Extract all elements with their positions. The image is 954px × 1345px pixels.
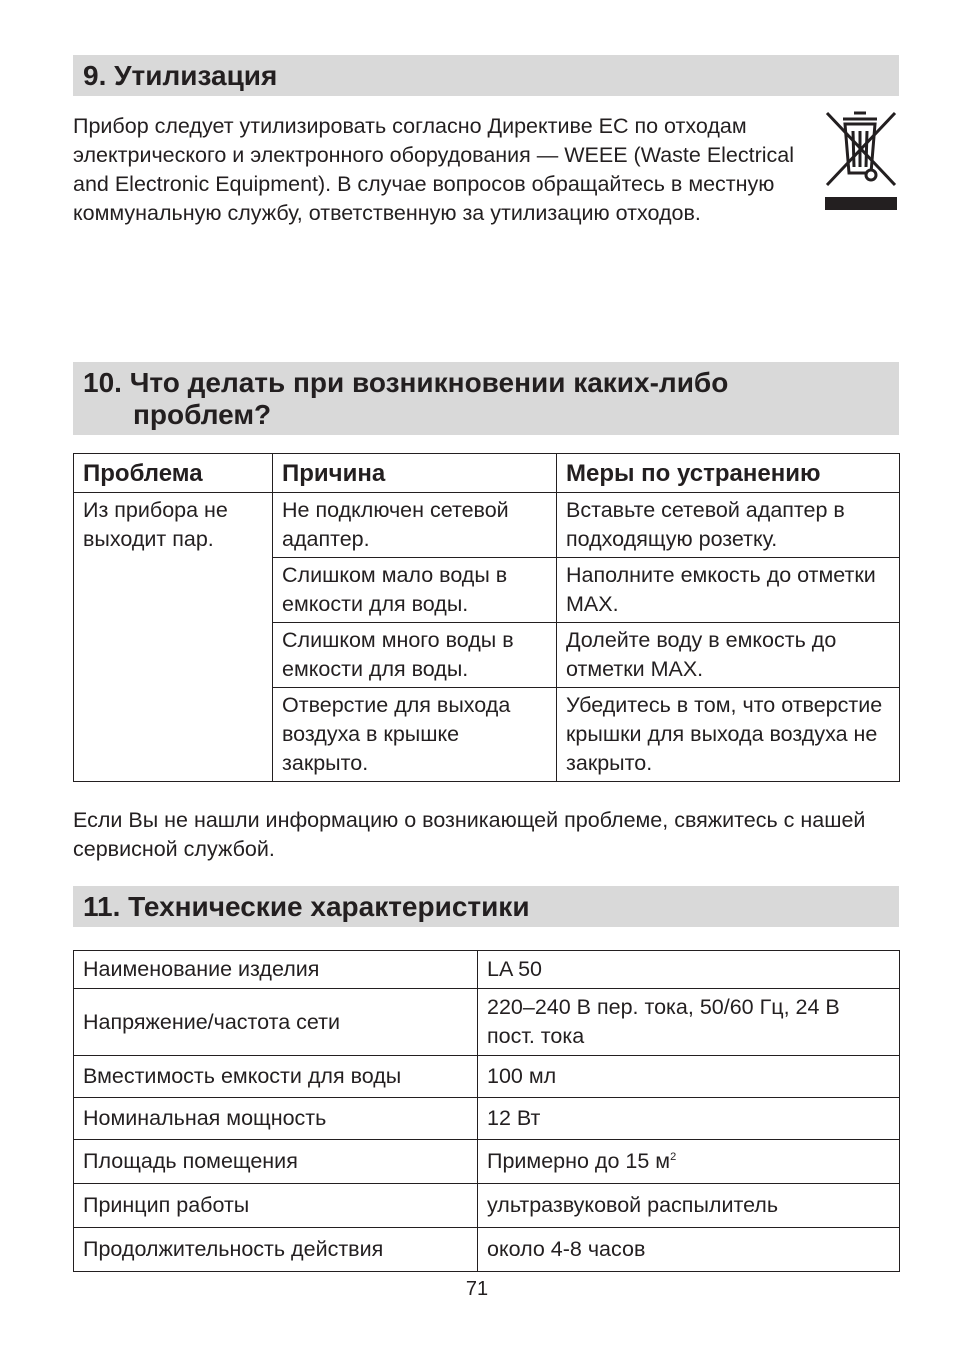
problem-cell: Из прибора не выходит пар.: [74, 493, 273, 782]
spec-label: Продолжительность действия: [74, 1228, 478, 1272]
spec-value: LA 50: [478, 951, 900, 989]
spec-value-text: Примерно до 15 м: [487, 1149, 671, 1173]
section-11-heading: 11. Технические характеристики: [73, 886, 899, 927]
spec-row: [74, 989, 900, 1056]
spec-value: 220–240 В пер. тока, 50/60 Гц, 24 В пост. тока: [478, 989, 900, 1056]
crossed-out-wheelie-bin-icon: [823, 109, 899, 213]
spec-value: около 4-8 часов: [478, 1228, 900, 1272]
spec-label: Номинальная мощность: [74, 1098, 478, 1140]
table-header-row: [74, 454, 900, 493]
superscript-2: 2: [670, 1150, 677, 1163]
spec-row: [74, 1184, 900, 1228]
spec-label: Принцип работы: [74, 1184, 478, 1228]
cause-cell: Слишком мало воды в емкости для воды.: [273, 558, 557, 623]
section-10-heading: [73, 362, 899, 435]
spec-row: [74, 1140, 900, 1184]
section-9-body: [73, 112, 899, 260]
manual-page: [73, 55, 899, 1272]
fix-cell: Вставьте сетевой адаптер в подходящую розетку.: [557, 493, 900, 558]
fix-cell: Убедитесь в том, что отверстие крышки для выхода воздуха не закрыто.: [557, 688, 900, 782]
header-cause: Причина: [273, 454, 557, 493]
table-row: [74, 493, 900, 558]
spec-label: Наименование изделия: [74, 951, 478, 989]
section-10-heading-line1: 10. Что делать при возникновении каких-либо: [83, 367, 729, 398]
fix-cell: Долейте воду в емкость до отметки MAX.: [557, 623, 900, 688]
spec-value: 100 мл: [478, 1056, 900, 1098]
cause-cell: Слишком много воды в емкости для воды.: [273, 623, 557, 688]
spec-label: Площадь помещения: [74, 1140, 478, 1184]
troubleshooting-table: [73, 453, 900, 782]
service-note: Если Вы не нашли информацию о возникающей проблеме, свяжитесь с нашей сервисной службой.: [73, 808, 866, 861]
spec-row: [74, 951, 900, 989]
fix-cell: Наполните емкость до отметки MAX.: [557, 558, 900, 623]
section-9-heading: 9. Утилизация: [73, 55, 899, 96]
spec-value: 12 Вт: [478, 1098, 900, 1140]
header-problem: Проблема: [74, 454, 273, 493]
spec-label: Вместимость емкости для воды: [74, 1056, 478, 1098]
spec-row: [74, 1056, 900, 1098]
spec-row: [74, 1228, 900, 1272]
cause-cell: Отверстие для выхода воздуха в крышке закрыто.: [273, 688, 557, 782]
spec-value: ультразвуковой распылитель: [478, 1184, 900, 1228]
header-fix: Меры по устранению: [557, 454, 900, 493]
section-10-heading-line2: проблем?: [133, 399, 272, 430]
spec-label: Напряжение/частота сети: [74, 989, 478, 1056]
disposal-text: Прибор следует утилизировать согласно Директиве ЕС по отходам электрического и электронного оборудования — WEEE (Waste Electrical and Electronic Equipment). В случае вопросов обращайтесь в местную коммунальную службу, ответственную за утилизацию отходов.: [73, 114, 795, 225]
spec-row: [74, 1098, 900, 1140]
cause-cell: Не подключен сетевой адаптер.: [273, 493, 557, 558]
spec-value: [478, 1140, 900, 1184]
specs-table: [73, 950, 900, 1272]
page-number: 71: [465, 1278, 489, 1300]
